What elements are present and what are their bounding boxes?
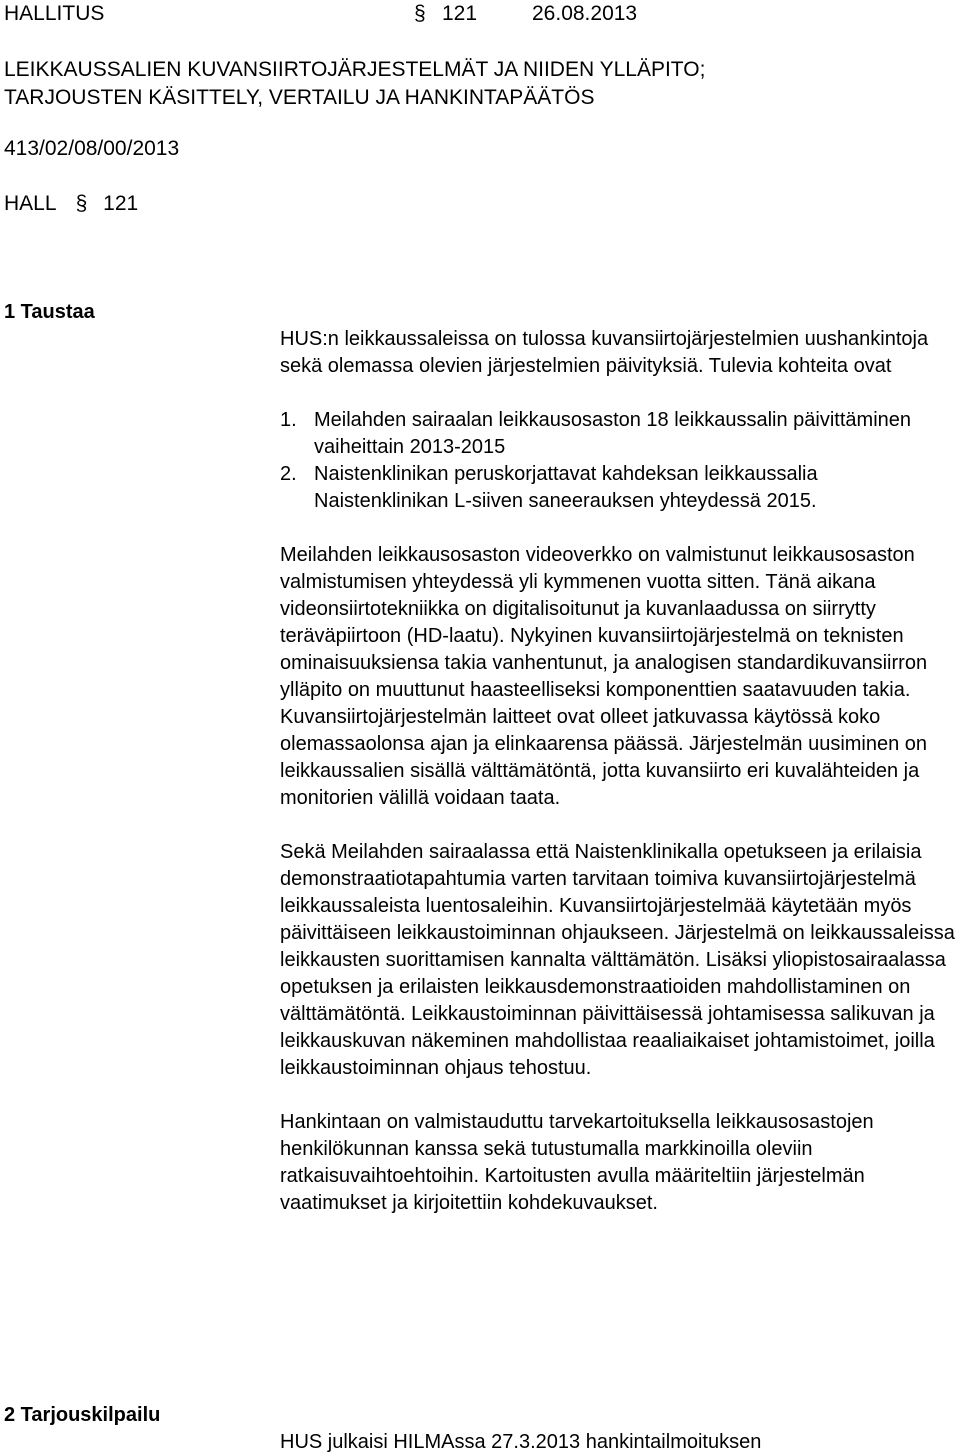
list-item-text: Meilahden sairaalan leikkausosaston 18 leikkaussalin päivittäminen vaiheittain 2013-2015 [314,409,912,458]
hall-section-symbol: § [75,192,88,215]
header-date: 26.08.2013 [532,2,638,25]
section-symbol: § [414,2,426,25]
paragraph-spacer [280,515,956,542]
section-label-tarjouskilpailu: 2 Tarjouskilpailu [4,1404,161,1426]
section-label-taustaa: 1 Taustaa [4,301,95,323]
section-body-taustaa [280,326,956,1217]
paragraph-spacer [280,380,956,407]
body-paragraph: HUS julkaisi HILMAssa 27.3.2013 hankintailmoituksen [280,1431,762,1453]
header-org: HALLITUS [4,2,105,25]
target-list [280,407,956,515]
case-code: 413/02/08/00/2013 [4,137,180,160]
list-item-number: 1. [280,409,297,431]
intro-paragraph: HUS:n leikkaussaleissa on tulossa kuvansiirtojärjestelmien uushankintoja sekä olemassa olevien järjestelmien päivityksiä. Tulevia kohteita ovat [280,328,929,377]
paragraph-spacer [280,1082,956,1109]
document-title-line-2: TARJOUSTEN KÄSITTELY, VERTAILU JA HANKINTAPÄÄTÖS [4,86,595,109]
header-section-number: 121 [442,2,478,25]
body-paragraph: Sekä Meilahden sairaalassa että Naistenklinikalla opetukseen ja erilaisia demonstraatiotapahtumia varten tarvitaan toimiva kuvansiirtojärjestelmä leikkaussaleista luentosaleihin. Kuvansiirtojärjestelmää käytetään myös päivittäiseen leikkaustoiminnan ohjaukseen. Järjestelmä on leikkaussaleissa leikkausten suorittamisen kannalta välttämätön. Lisäksi yliopistosairaalassa opetuksen ja erilaisten leikkausdemonstraatioiden mahdollistaminen on välttämätöntä. Leikkaustoiminnan päivittäisessä johtamisessa salikuvan ja leikkauskuvan näkeminen mahdollistaa reaaliaikaiset johtamistoimet, joilla leikkaustoiminnan ohjaus tehostuu. [280,841,955,1079]
document-title-line-1: LEIKKAUSSALIEN KUVANSIIRTOJÄRJESTELMÄT JA NIIDEN YLLÄPITO; [4,58,706,81]
body-paragraph: Hankintaan on valmistauduttu tarvekartoituksella leikkausosastojen henkilökunnan kanssa sekä tutustumalla markkinoilla oleviin ratkaisuvaihtoehtoihin. Kartoitusten avulla määriteltiin järjestelmän vaatimukset ja kirjoitettiin kohdekuvaukset. [280,1111,874,1214]
body-paragraph: Meilahden leikkausosaston videoverkko on valmistunut leikkausosaston valmistumisen yhteydessä yli kymmenen vuotta sitten. Tänä aikana videonsiirtotekniikka on digitalisoitunut ja kuvanlaadussa on siirrytty teräväpiirtoon (HD-laatu). Nykyinen kuvansiirtojärjestelmä on teknisten ominaisuuksiensa takia vanhentunut, ja analogisen standardikuvansiirron ylläpito on muuttunut haasteelliseksi komponenttien saatavuuden takia. Kuvansiirtojärjestelmän laitteet ovat olleet jatkuvassa käytössä koko olemassaolonsa ajan ja elinkaarensa päässä. Järjestelmän uusiminen on leikkaussalien sisällä välttämätöntä, jotta kuvansiirto eri kuvalähteiden ja monitorien välillä voidaan taata. [280,544,928,809]
hall-number: 121 [103,192,139,215]
hall-prefix: HALL [4,192,56,215]
hall-reference [4,190,138,217]
list-item-number: 2. [280,463,297,485]
list-item [280,407,956,461]
list-item-text: Naistenklinikan peruskorjattavat kahdeksan leikkaussalia Naistenklinikan L-siiven saneerauksen yhteydessä 2015. [314,463,818,512]
list-item [280,461,956,515]
paragraph-spacer [280,812,956,839]
document-title [4,56,705,112]
section-body-tarjouskilpailu [280,1429,956,1456]
